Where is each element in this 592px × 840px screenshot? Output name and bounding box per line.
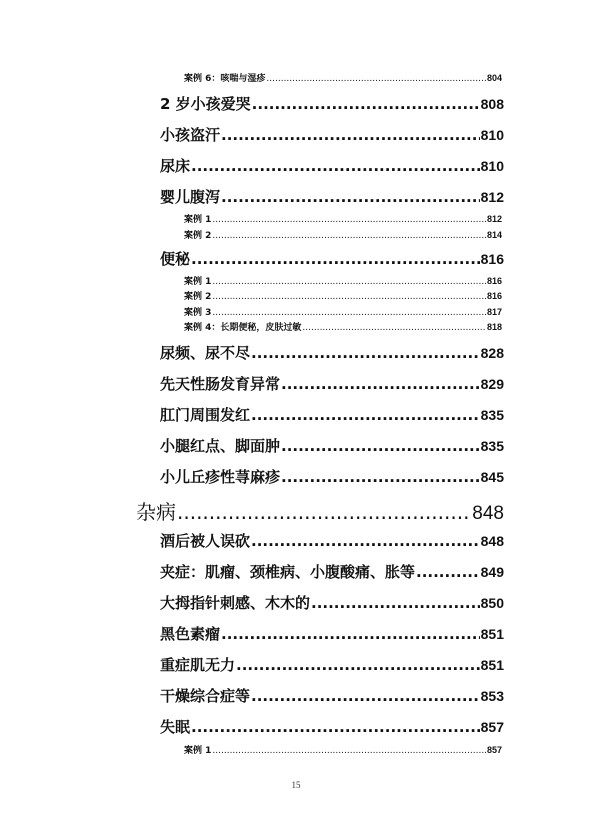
toc-entry-title: 小儿丘疹性荨麻疹 xyxy=(160,468,281,486)
toc-leader-dots xyxy=(311,594,480,612)
toc-leader-dots xyxy=(221,188,480,206)
toc-entry-page: 853 xyxy=(480,688,504,704)
toc-entry-title: 婴儿腹泻 xyxy=(160,188,221,206)
toc-entry-title: 案例 1 xyxy=(184,746,212,756)
toc-entry[interactable] xyxy=(184,212,502,225)
toc-entry[interactable] xyxy=(184,228,502,241)
toc-entry-title: 大拇指针刺感、木木的 xyxy=(160,594,311,612)
page-number: 15 xyxy=(291,780,301,790)
toc-entry-page: 851 xyxy=(480,657,504,673)
toc-entry-page: 848 xyxy=(480,533,504,549)
toc-leader-dots xyxy=(191,157,480,175)
toc-leader-dots xyxy=(221,625,480,643)
toc-entry[interactable] xyxy=(184,320,502,333)
toc-entry-page: 818 xyxy=(486,322,502,332)
toc-entry-page: 808 xyxy=(480,96,504,112)
toc-entry[interactable] xyxy=(160,466,504,487)
toc-entry-page: 812 xyxy=(480,189,504,205)
toc-entry[interactable] xyxy=(184,71,502,84)
toc-entry-page: 851 xyxy=(480,626,504,642)
toc-entry-page: 816 xyxy=(486,276,502,286)
toc-entry-title: 小孩盗汗 xyxy=(160,126,221,144)
toc-entry[interactable] xyxy=(160,654,504,675)
toc-entry[interactable] xyxy=(160,342,504,363)
toc-entry-page: 810 xyxy=(480,127,504,143)
toc-entry[interactable] xyxy=(160,155,504,176)
toc-leader-dots xyxy=(251,687,480,705)
toc-entry-page: 814 xyxy=(486,230,502,240)
toc-leader-dots xyxy=(221,126,480,144)
toc-entry[interactable] xyxy=(184,274,502,287)
toc-entry-page: 816 xyxy=(480,251,504,267)
toc-entry[interactable] xyxy=(160,530,504,551)
toc-entry-page: 829 xyxy=(480,376,504,392)
toc-section-heading[interactable] xyxy=(136,496,504,525)
toc-entry-title: 尿床 xyxy=(160,157,191,175)
toc-entry[interactable] xyxy=(160,93,504,114)
toc-leader-dots xyxy=(212,292,486,302)
toc-entry-page: 850 xyxy=(480,595,504,611)
toc-entry[interactable] xyxy=(160,561,504,582)
toc-leader-dots xyxy=(212,277,486,287)
toc-entry-title: 酒后被人误砍 xyxy=(160,532,251,550)
toc-entry-title: 先天性肠发育异常 xyxy=(160,375,281,393)
toc-leader-dots xyxy=(191,250,480,268)
toc-entry[interactable] xyxy=(184,743,502,756)
toc-entry-title: 夹症：肌瘤、颈椎病、小腹酸痛、胀等 xyxy=(160,563,416,581)
toc-entry-title: 案例 3 xyxy=(184,308,212,318)
toc-leader-dots xyxy=(212,231,486,241)
toc-leader-dots xyxy=(251,532,480,550)
toc-entry[interactable] xyxy=(184,305,502,318)
toc-entry-title: 重症肌无力 xyxy=(160,656,236,674)
toc-entry[interactable] xyxy=(160,623,504,644)
toc-entry-title: 2 岁小孩爱哭 xyxy=(160,95,251,113)
toc-entry-title: 小腿红点、脚面肿 xyxy=(160,437,281,455)
toc-entry[interactable] xyxy=(160,124,504,145)
toc-entry-title: 杂病 xyxy=(136,500,176,524)
toc-entry-title: 便秘 xyxy=(160,250,191,268)
toc-entry-page: 857 xyxy=(480,719,504,735)
toc-entry[interactable] xyxy=(160,186,504,207)
toc-leader-dots xyxy=(252,95,480,113)
toc-entry-title: 案例 1 xyxy=(184,277,212,287)
toc-entry-title: 案例 2 xyxy=(184,292,212,302)
toc-entry-title: 尿频、尿不尽 xyxy=(160,344,251,362)
toc-entry-title: 黑色素瘤 xyxy=(160,625,221,643)
toc-leader-dots xyxy=(281,437,480,455)
toc-entry-title: 失眠 xyxy=(160,718,191,736)
toc-entry[interactable] xyxy=(184,289,502,302)
toc-entry[interactable] xyxy=(160,685,504,706)
toc-entry-title: 案例 6：咳喘与湿疹 xyxy=(184,74,266,84)
toc-entry-page: 810 xyxy=(480,158,504,174)
toc-entry-page: 835 xyxy=(480,407,504,423)
toc-entry-page: 804 xyxy=(486,73,502,83)
toc-entry[interactable] xyxy=(160,716,504,737)
toc-entry-title: 干燥综合症等 xyxy=(160,687,251,705)
toc-entry-page: 816 xyxy=(486,291,502,301)
toc-entry-page: 845 xyxy=(480,469,504,485)
toc-leader-dots xyxy=(236,656,480,674)
toc-entry[interactable] xyxy=(160,592,504,613)
toc-entry[interactable] xyxy=(160,404,504,425)
toc-leader-dots xyxy=(251,406,480,424)
toc-entry-page: 812 xyxy=(486,214,502,224)
toc-entry-page: 857 xyxy=(486,745,502,755)
toc-entry-title: 案例 1 xyxy=(184,215,212,225)
toc-entry-title: 案例 2 xyxy=(184,231,212,241)
toc-entry[interactable] xyxy=(160,248,504,269)
toc-leader-dots xyxy=(281,468,480,486)
toc-leader-dots xyxy=(212,308,486,318)
toc-entry[interactable] xyxy=(160,373,504,394)
toc-leader-dots xyxy=(416,563,480,581)
toc-entry-page: 848 xyxy=(472,503,504,524)
toc-leader-dots xyxy=(212,746,486,756)
toc-leader-dots xyxy=(266,74,486,84)
toc-leader-dots xyxy=(212,215,486,225)
toc-leader-dots xyxy=(251,344,480,362)
toc-entry-page: 828 xyxy=(480,345,504,361)
toc-entry-page: 849 xyxy=(480,564,504,580)
toc-entry-page: 817 xyxy=(486,307,502,317)
toc-leader-dots xyxy=(281,375,480,393)
toc-leader-dots xyxy=(191,718,480,736)
toc-leader-dots xyxy=(177,500,471,524)
toc-entry-title: 肛门周围发红 xyxy=(160,406,251,424)
toc-leader-dots xyxy=(302,323,486,333)
toc-entry-title: 案例 4：长期便秘，皮肤过敏 xyxy=(184,323,302,333)
toc-entry-page: 835 xyxy=(480,438,504,454)
toc-entry[interactable] xyxy=(160,435,504,456)
